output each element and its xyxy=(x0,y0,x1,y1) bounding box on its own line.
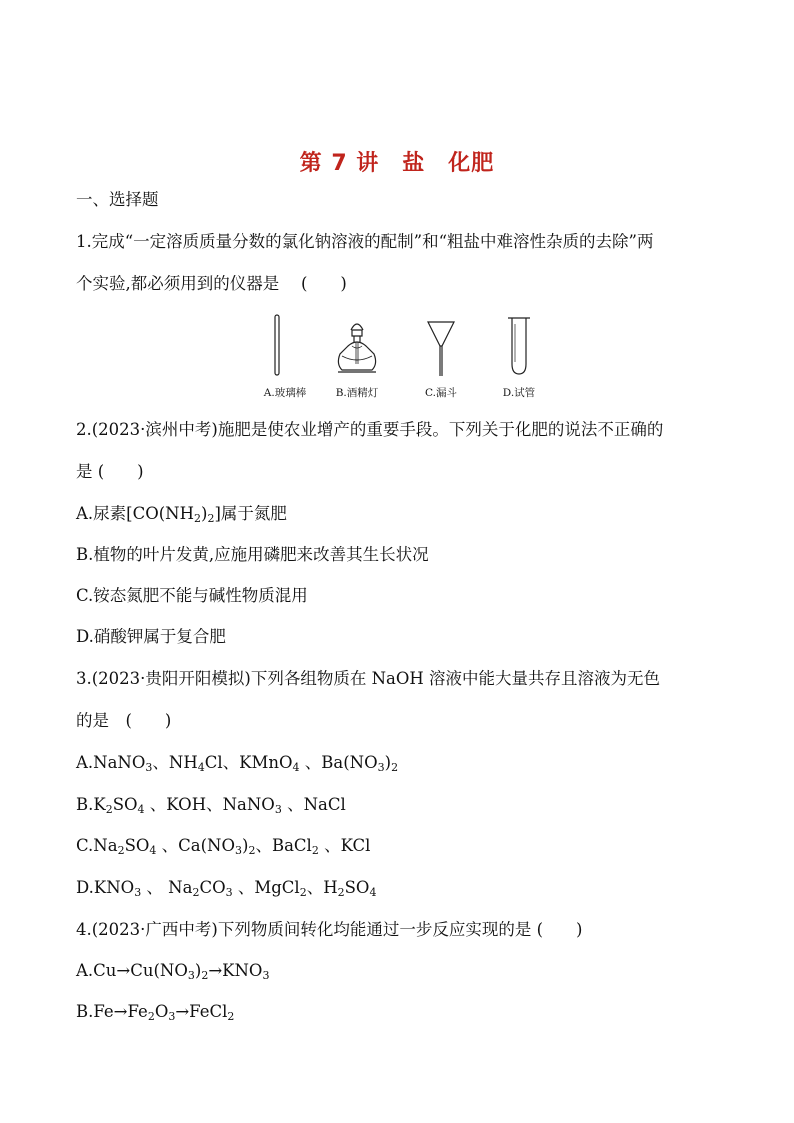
question-1-line-1: 1.完成“一定溶质质量分数的氯化钠溶液的配制”和“粗盐中难溶性杂质的去除”两 xyxy=(76,232,654,251)
apparatus-figure xyxy=(250,312,550,400)
glass-rod-icon xyxy=(250,312,320,378)
question-2-option-c: C.铵态氮肥不能与碱性物质混用 xyxy=(76,586,308,605)
test-tube-icon xyxy=(484,312,554,378)
question-2-option-b: B.植物的叶片发黄,应施用磷肥来改善其生长状况 xyxy=(76,545,429,564)
question-3-option-b: $B.K_2SO_4$ 、KOH、NaNO$_3$ 、NaCl xyxy=(76,795,346,816)
question-3-line-2: 的是 ( ) xyxy=(76,711,172,730)
test-tube-figure xyxy=(484,312,554,400)
question-2-line-1: 2.(2023·滨州中考)施肥是使农业增产的重要手段。下列关于化肥的说法不正确的 xyxy=(76,420,664,439)
question-4-option-b: $B.Fe\to Fe_2O_3\to FeCl_2$ xyxy=(76,1002,235,1023)
question-3-option-c: $C.Na_2SO_4$ 、$Ca(NO_3)_2$、BaCl$_2$ 、KCl xyxy=(76,836,371,857)
question-2-option-d: D.硝酸钾属于复合肥 xyxy=(76,627,226,646)
funnel-icon xyxy=(406,312,476,378)
figure-label-b: B.酒精灯 xyxy=(335,387,379,399)
question-2-line-2: 是 ( ) xyxy=(76,462,144,481)
page-title: 第 7 讲 盐 化肥 xyxy=(299,151,495,176)
question-3-option-a: A.NaNO$_3$、$NH_4Cl$、KMnO$_4$ 、$Ba(NO_3)_2$ xyxy=(76,753,399,774)
question-4-option-a: $A.Cu\to Cu(NO_3)_2\to KNO_3$ xyxy=(76,961,270,982)
question-3-line-1: 3.(2023·贵阳开阳模拟)下列各组物质在 NaOH 溶液中能大量共存且溶液为无色 xyxy=(76,669,661,688)
funnel-figure xyxy=(406,312,476,400)
glass-rod-figure xyxy=(250,312,320,400)
alcohol-lamp-figure xyxy=(322,312,392,400)
question-4-line-1: 4.(2023·广西中考)下列物质间转化均能通过一步反应实现的是 ( ) xyxy=(76,920,583,939)
section-heading: 一、选择题 xyxy=(76,190,159,209)
question-3-option-d: $D.KNO_3$ 、 $Na_2CO_3$ 、MgCl$_2$、$H_2SO_4$ xyxy=(76,878,377,899)
figure-label-d: D.试管 xyxy=(502,387,536,399)
alcohol-lamp-icon xyxy=(322,312,392,378)
question-2-option-a: A.尿素$[CO(NH_2)_2]$属于氮肥 xyxy=(76,504,287,525)
figure-label-c: C.漏斗 xyxy=(425,387,457,399)
question-1-line-2: 个实验,都必须用到的仪器是 ( ) xyxy=(76,274,347,293)
figure-label-a: A.玻璃棒 xyxy=(263,387,307,399)
